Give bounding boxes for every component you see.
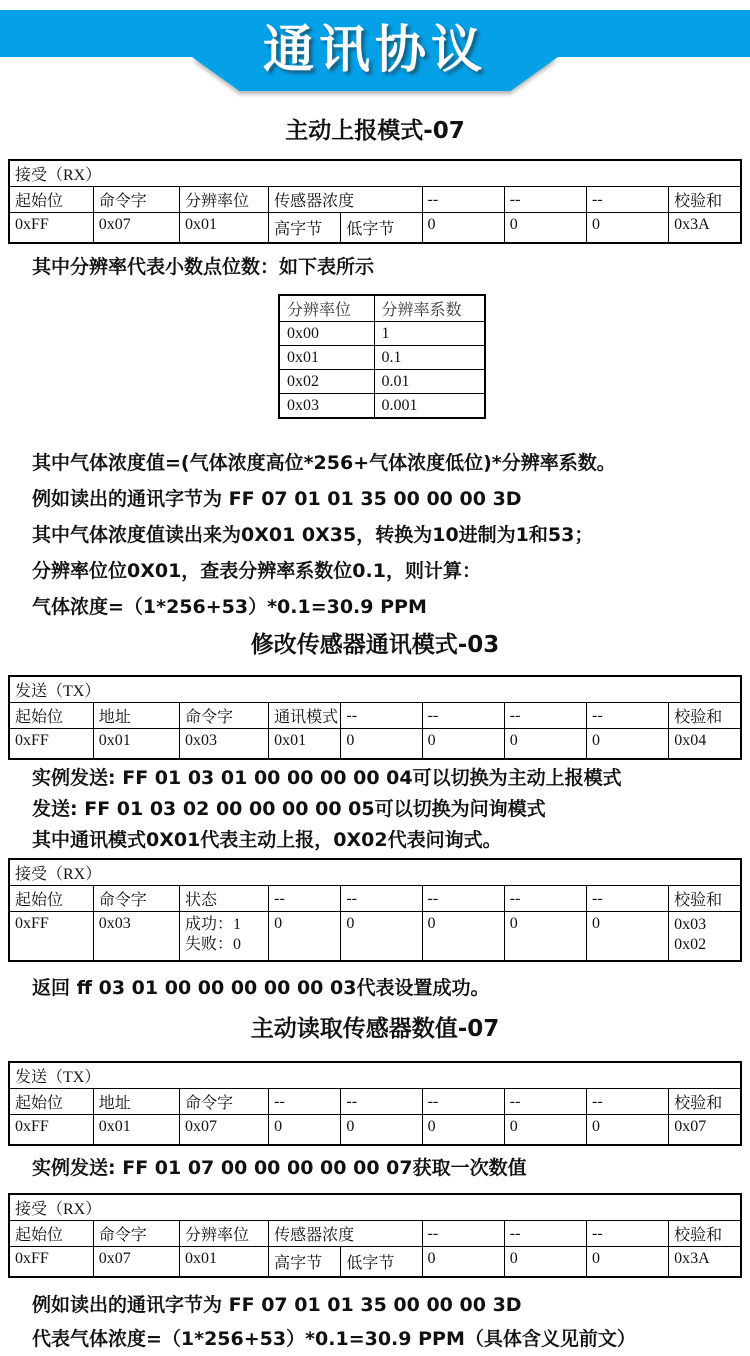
col-header: -- (422, 703, 504, 729)
col-header: -- (504, 1089, 586, 1115)
byte-cell: 0 (586, 213, 668, 244)
col-header: 校验和 (669, 1221, 741, 1247)
byte-cell: 0 (269, 912, 341, 962)
byte-cell: 0x07 (669, 1115, 741, 1146)
section-title-modify-mode: 修改传感器通讯模式-03 (250, 632, 500, 658)
col-header: 校验和 (669, 703, 741, 729)
section-title-report-mode: 主动上报模式-07 (285, 118, 465, 144)
col-header: -- (269, 1089, 341, 1115)
byte-cell: 高字节 (269, 1247, 341, 1278)
col-header: 起始位 (9, 886, 93, 912)
byte-cell: 0 (504, 729, 586, 760)
col-header: 起始位 (9, 1221, 93, 1247)
byte-cell: 0 (422, 912, 504, 962)
res-coef-cell: 0.001 (374, 394, 485, 419)
calc-line: 气体浓度=（1*256+53）*0.1=30.9 PPM (32, 596, 427, 618)
byte-cell: 0 (504, 213, 586, 244)
byte-cell: 高字节 (269, 213, 341, 244)
col-header: 起始位 (9, 187, 93, 213)
direction-label: 接受（RX） (9, 859, 741, 886)
byte-cell: 0xFF (9, 729, 93, 760)
col-header: -- (504, 703, 586, 729)
byte-cell: 0x07 (93, 213, 179, 244)
note-line: 其中通讯模式0X01代表主动上报，0X02代表问询式。 (32, 829, 502, 851)
byte-cell: 0 (586, 1247, 668, 1278)
byte-cell: 0 (341, 1115, 422, 1146)
report-rx-table (8, 159, 742, 244)
byte-cell: 0 (504, 1247, 586, 1278)
byte-cell: 0x3A (669, 1247, 741, 1278)
direction-label: 接受（RX） (9, 160, 741, 187)
col-header: 传感器浓度 (269, 1221, 422, 1247)
byte-cell: 0 (341, 912, 422, 962)
byte-cell: 0 (422, 1247, 504, 1278)
modify-rx-table (8, 858, 742, 962)
res-coef-cell: 0.1 (374, 346, 485, 370)
col-header: -- (341, 886, 422, 912)
col-header: 分辨率位 (179, 187, 268, 213)
col-header: 命令字 (179, 703, 268, 729)
byte-cell: 0x07 (93, 1247, 179, 1278)
col-header: -- (504, 1221, 586, 1247)
byte-cell: 0 (504, 1115, 586, 1146)
modify-mode-notes (0, 763, 750, 856)
byte-cell: 0 (586, 912, 668, 962)
final-line: 例如读出的通讯字节为 FF 07 01 01 35 00 00 00 3D (32, 1294, 522, 1316)
byte-cell: 0x01 (269, 729, 341, 760)
res-bit-cell: 0x03 (279, 394, 374, 419)
direction-label: 接受（RX） (9, 1194, 741, 1221)
col-header: 起始位 (9, 703, 93, 729)
byte-cell: 0x04 (669, 729, 741, 760)
col-header: 地址 (93, 1089, 179, 1115)
col-header: 分辨率位 (179, 1221, 268, 1247)
col-header: -- (586, 187, 668, 213)
byte-cell: 0xFF (9, 1247, 93, 1278)
col-header: -- (422, 1089, 504, 1115)
note-line: 发送: FF 01 03 02 00 00 00 00 05可以切换为问询模式 (32, 798, 546, 820)
byte-cell: 0 (422, 1115, 504, 1146)
col-header: -- (269, 886, 341, 912)
read-rx-table (8, 1193, 742, 1278)
checksum-success: 0x03 (674, 916, 707, 933)
col-header: 校验和 (669, 1089, 741, 1115)
byte-cell: 低字节 (341, 1247, 422, 1278)
checksum-fail: 0x02 (674, 936, 707, 953)
calc-line: 其中气体浓度值=(气体浓度高位*256+气体浓度低位)*分辨率系数。 (32, 452, 616, 474)
col-header: -- (341, 703, 422, 729)
res-coef-cell: 1 (374, 322, 485, 346)
resolution-note: 其中分辨率代表小数点位数：如下表所示 (32, 256, 375, 278)
col-header: 分辨率系数 (374, 295, 485, 322)
byte-cell: 0x03 (93, 912, 179, 962)
byte-cell: 0 (422, 213, 504, 244)
col-header: 命令字 (179, 1089, 268, 1115)
byte-cell: 0x01 (179, 1247, 268, 1278)
read-tx-table (8, 1061, 742, 1146)
byte-cell: 0x3A (669, 213, 741, 244)
modify-result-note: 返回 ff 03 01 00 00 00 00 00 03代表设置成功。 (32, 977, 490, 999)
col-header: -- (504, 187, 586, 213)
direction-label: 发送（TX） (9, 1062, 741, 1089)
status-cell (179, 912, 268, 962)
col-header: -- (422, 1221, 504, 1247)
byte-cell: 0x03 (179, 729, 268, 760)
col-header: 命令字 (93, 187, 179, 213)
col-header: 校验和 (669, 187, 741, 213)
byte-cell: 0 (587, 729, 669, 760)
resolution-table (278, 294, 486, 419)
byte-cell: 0xFF (9, 912, 93, 962)
col-header: 传感器浓度 (269, 187, 422, 213)
section-title-read-value: 主动读取传感器数值-07 (250, 1016, 500, 1042)
col-header: -- (586, 1221, 668, 1247)
col-header: 校验和 (669, 886, 741, 912)
byte-cell: 0xFF (9, 213, 93, 244)
col-header: -- (587, 1089, 669, 1115)
byte-cell: 0 (587, 1115, 669, 1146)
final-line: 代表气体浓度=（1*256+53）*0.1=30.9 PPM（具体含义见前文） (32, 1328, 636, 1350)
col-header: -- (422, 187, 504, 213)
col-header: 分辨率位 (279, 295, 374, 322)
page-title: 通讯协议 (262, 21, 487, 80)
col-header: 命令字 (93, 1221, 179, 1247)
col-header: -- (422, 886, 504, 912)
calc-line: 分辨率位位0X01，查表分辨率系数位0.1，则计算： (32, 560, 481, 582)
col-header: -- (504, 886, 586, 912)
checksum-cell (669, 912, 741, 962)
byte-cell: 0 (422, 729, 504, 760)
col-header: 状态 (179, 886, 268, 912)
byte-cell: 0 (341, 729, 422, 760)
note-line: 实例发送: FF 01 03 01 00 00 00 00 04可以切换为主动上报模式 (32, 767, 622, 789)
res-bit-cell: 0x00 (279, 322, 374, 346)
col-header: 通讯模式 (269, 703, 341, 729)
byte-cell: 0xFF (9, 1115, 93, 1146)
byte-cell: 0 (504, 912, 586, 962)
status-success: 成功：1 (184, 916, 241, 933)
col-header: -- (341, 1089, 422, 1115)
status-fail: 失败：0 (184, 936, 241, 953)
calc-line: 例如读出的通讯字节为 FF 07 01 01 35 00 00 00 3D (32, 488, 522, 510)
byte-cell: 0x07 (179, 1115, 268, 1146)
res-coef-cell: 0.01 (374, 370, 485, 394)
calc-line: 其中气体浓度值读出来为0X01 0X35，转换为10进制为1和53； (32, 524, 594, 546)
modify-tx-table (8, 675, 742, 760)
col-header: -- (586, 886, 668, 912)
byte-cell: 0x01 (179, 213, 268, 244)
direction-label: 发送（TX） (9, 676, 741, 703)
col-header: 命令字 (93, 886, 179, 912)
col-header: 起始位 (9, 1089, 93, 1115)
calculation-explanation (0, 445, 750, 625)
banner (0, 10, 750, 92)
read-final-notes (0, 1288, 750, 1356)
col-header: -- (587, 703, 669, 729)
byte-cell: 0 (269, 1115, 341, 1146)
read-example-note: 实例发送: FF 01 07 00 00 00 00 00 07获取一次数值 (32, 1157, 527, 1179)
res-bit-cell: 0x01 (279, 346, 374, 370)
byte-cell: 0x01 (93, 1115, 179, 1146)
byte-cell: 0x01 (93, 729, 179, 760)
byte-cell: 低字节 (341, 213, 422, 244)
res-bit-cell: 0x02 (279, 370, 374, 394)
col-header: 地址 (93, 703, 179, 729)
